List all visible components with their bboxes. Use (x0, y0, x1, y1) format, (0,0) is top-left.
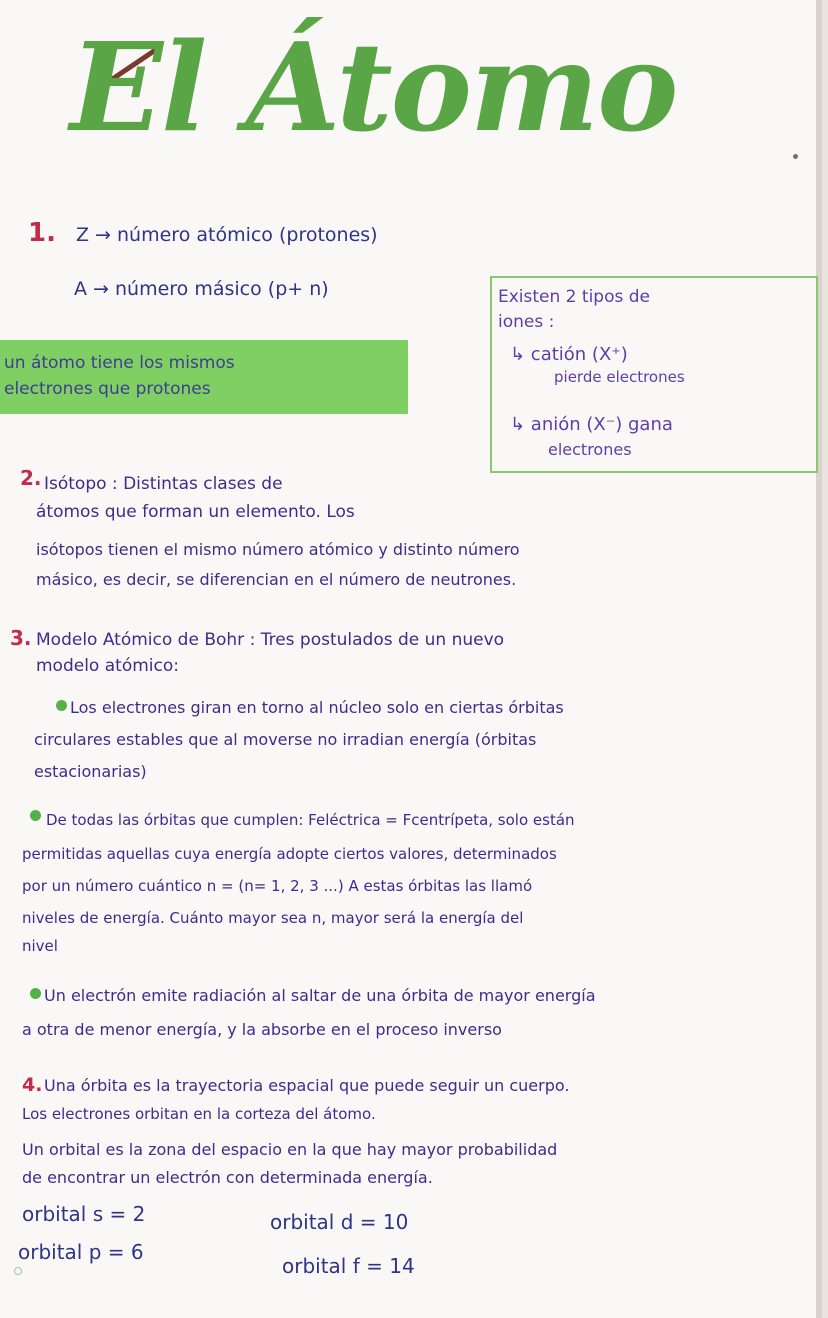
postulate-2-line-5: nivel (22, 937, 58, 955)
section-4-line-4: de encontrar un electrón con determinada energía. (22, 1168, 433, 1187)
decorative-dot (14, 1267, 22, 1275)
section-2-line-1: Isótopo : Distintas clases de (44, 474, 283, 494)
section-1-number: 1. (28, 218, 56, 248)
section-2-number: 2. (20, 466, 42, 490)
z-definition: Z → número atómico (protones) (76, 224, 378, 246)
postulate-1-line-2: circulares estables que al moverse no irradian energía (órbitas (34, 730, 537, 749)
title-area (70, 6, 790, 186)
orbital-f: orbital f = 14 (282, 1254, 415, 1278)
highlight-text: un átomo tiene los mismos electrones que protones (4, 353, 235, 399)
section-3-line-2: modelo atómico: (36, 656, 179, 676)
postulate-1-line-3: estacionarias) (34, 762, 147, 781)
postulate-2-line-3: por un número cuántico n = (n= 1, 2, 3 ...) A estas órbitas las llamó (22, 877, 533, 895)
section-2-line-4: másico, es decir, se diferencian en el número de neutrones. (36, 570, 517, 589)
postulate-3-line-1: Un electrón emite radiación al saltar de una órbita de mayor energía (44, 986, 596, 1005)
postulate-2-bullet (30, 810, 41, 821)
postulate-3-line-2: a otra de menor energía, y la absorbe en el proceso inverso (22, 1020, 502, 1039)
postulate-3-bullet (30, 988, 41, 999)
section-3-line-1: Modelo Atómico de Bohr : Tres postulados de un nuevo (36, 630, 505, 650)
orbital-d: orbital d = 10 (270, 1210, 409, 1234)
postulate-2-line-2: permitidas aquellas cuya energía adopte ciertos valores, determinados (22, 845, 557, 863)
cation-item: ↳ catión (X⁺) pierde electrones (510, 344, 685, 386)
postulate-2-line-1: De todas las órbitas que cumplen: Feléctrica = Fcentrípeta, solo están (46, 811, 575, 829)
section-3-number: 3. (10, 626, 32, 650)
a-definition: A → número másico (p+ n) (74, 278, 329, 300)
postulate-1-bullet (56, 700, 67, 711)
orbital-s: orbital s = 2 (22, 1202, 146, 1226)
orbital-p: orbital p = 6 (18, 1240, 144, 1264)
section-4-line-3: Un orbital es la zona del espacio en la que hay mayor probabilidad (22, 1140, 558, 1159)
postulate-1-line-1: Los electrones giran en torno al núcleo solo en ciertas órbitas (70, 698, 564, 717)
decorative-dot (793, 154, 798, 159)
anion-item: ↳ anión (X⁻) gana electrones (510, 414, 673, 459)
section-2-line-2: átomos que forman un elemento. Los (36, 502, 355, 522)
ion-box-heading: Existen 2 tipos de iones : (498, 287, 650, 332)
postulate-2-line-4: niveles de energía. Cuánto mayor sea n, mayor será la energía del (22, 909, 524, 927)
section-4-line-1: Una órbita es la trayectoria espacial que puede seguir un cuerpo. (44, 1076, 570, 1095)
page-title: El Átomo (70, 15, 677, 159)
section-2-line-3: isótopos tienen el mismo número atómico y distinto número (36, 540, 520, 559)
section-4-number: 4. (22, 1074, 43, 1096)
section-4-line-2: Los electrones orbitan en la corteza del átomo. (22, 1105, 376, 1123)
